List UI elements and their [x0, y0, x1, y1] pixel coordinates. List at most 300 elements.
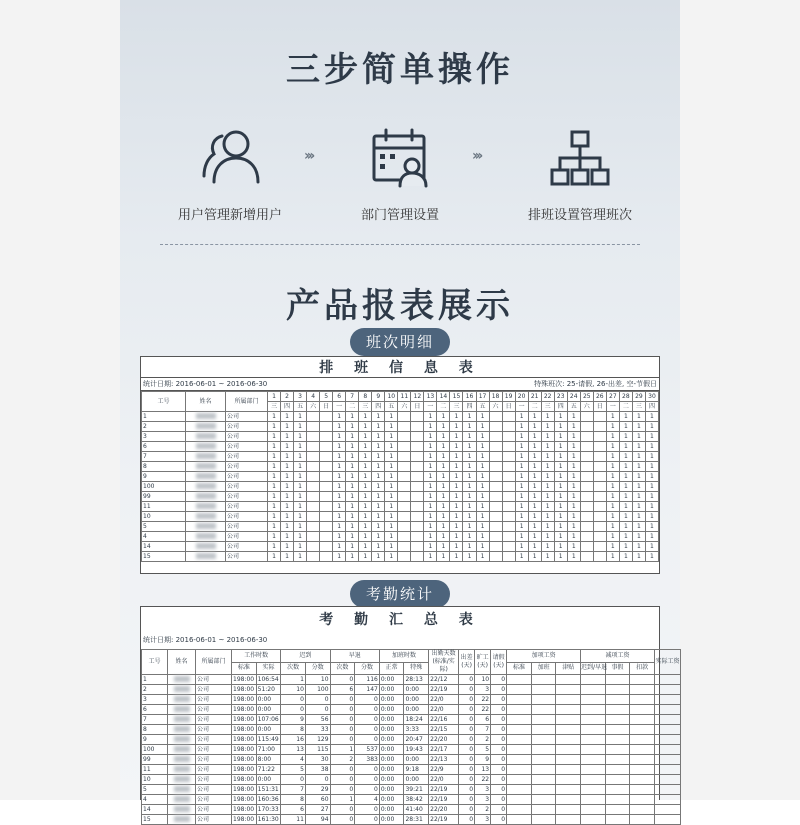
cell-shift: 1	[515, 532, 528, 542]
header-attend-days: 出勤天数(标准/实际)	[429, 650, 459, 675]
cell-shift: 1	[450, 412, 463, 422]
cell-shift: 1	[372, 482, 385, 492]
cell-shift: 1	[346, 522, 359, 532]
cell-out: 0	[459, 755, 475, 765]
blurred-name	[196, 503, 216, 509]
header-sub: 特殊	[404, 662, 429, 675]
cell-shift: 1	[333, 442, 346, 452]
cell-ot-special: 28:13	[404, 675, 429, 685]
cell-shift: 1	[424, 452, 437, 462]
cell-shift: 1	[450, 482, 463, 492]
header-weekday: 日	[502, 402, 515, 412]
blurred-name	[174, 756, 190, 762]
cell-shift: 1	[281, 552, 294, 562]
cell-leave: 0	[491, 745, 507, 755]
header-weekday: 一	[515, 402, 528, 412]
cell-shift: 1	[619, 432, 632, 442]
table-row	[142, 482, 659, 492]
cell-shift: 1	[268, 462, 281, 472]
cell-shift	[411, 452, 424, 462]
cell-early-minutes: 0	[355, 785, 380, 795]
cell-shift	[502, 472, 515, 482]
cell-wage	[581, 765, 606, 775]
cell-shift: 1	[281, 512, 294, 522]
cell-shift	[398, 532, 411, 542]
cell-shift: 1	[463, 412, 476, 422]
cell-shift: 1	[567, 432, 580, 442]
cell-dept: 公司	[226, 442, 268, 452]
cell-shift	[489, 452, 502, 462]
header-weekday: 五	[567, 402, 580, 412]
cell-actual: 0:00	[256, 775, 281, 785]
cell-shift: 1	[333, 452, 346, 462]
cell-dept: 公司	[196, 815, 232, 825]
cell-shift: 1	[268, 532, 281, 542]
calendar-user-icon	[368, 126, 432, 190]
cell-wage	[655, 735, 681, 745]
cell-shift: 1	[385, 442, 398, 452]
cell-shift: 1	[528, 422, 541, 432]
cell-shift	[398, 522, 411, 532]
header-day: 1	[268, 392, 281, 402]
cell-late-count: 5	[281, 765, 306, 775]
cell-shift	[411, 492, 424, 502]
cell-actual: 71:00	[256, 745, 281, 755]
cell-name	[168, 795, 196, 805]
schedule-legend: 特殊班次: 25-请假, 26-出差, 空-节假日	[534, 380, 657, 388]
cell-shift: 1	[450, 432, 463, 442]
cell-shift: 1	[268, 412, 281, 422]
cell-ot-special: 28:31	[404, 815, 429, 825]
cell-attend-days: 22/0	[429, 695, 459, 705]
cell-wage	[581, 685, 606, 695]
cell-dept: 公司	[226, 482, 268, 492]
cell-shift: 1	[463, 522, 476, 532]
cell-early-count: 0	[330, 775, 355, 785]
blurred-name	[174, 676, 190, 682]
cell-shift	[411, 472, 424, 482]
cell-dept: 公司	[196, 725, 232, 735]
cell-id: 14	[142, 542, 186, 552]
cell-shift: 1	[333, 552, 346, 562]
cell-absent: 3	[475, 795, 491, 805]
cell-shift: 1	[541, 442, 554, 452]
table-row	[142, 532, 659, 542]
cell-shift: 1	[619, 512, 632, 522]
cell-shift: 1	[528, 542, 541, 552]
table-row	[142, 705, 681, 715]
cell-early-count: 0	[330, 675, 355, 685]
cell-absent: 5	[475, 745, 491, 755]
cell-dept: 公司	[226, 502, 268, 512]
header-weekday: 五	[385, 402, 398, 412]
cell-shift: 1	[385, 462, 398, 472]
cell-wage	[581, 695, 606, 705]
cell-id: 8	[142, 725, 168, 735]
table-row	[142, 725, 681, 735]
cell-wage	[605, 775, 630, 785]
cell-wage	[605, 805, 630, 815]
cell-wage	[507, 705, 532, 715]
cell-late-count: 0	[281, 775, 306, 785]
cell-shift: 1	[372, 412, 385, 422]
header-weekday: 二	[437, 402, 450, 412]
cell-shift	[580, 482, 593, 492]
cell-shift	[502, 432, 515, 442]
cell-shift: 1	[346, 532, 359, 542]
header-weekday: 一	[333, 402, 346, 412]
cell-shift: 1	[541, 472, 554, 482]
header-day: 30	[645, 392, 658, 402]
cell-early-count: 1	[330, 745, 355, 755]
cell-ot-special: 18:24	[404, 715, 429, 725]
cell-wage	[531, 785, 556, 795]
cell-shift: 1	[567, 472, 580, 482]
cell-shift: 1	[346, 432, 359, 442]
cell-absent: 22	[475, 705, 491, 715]
cell-wage	[630, 675, 655, 685]
cell-wage	[556, 795, 581, 805]
cell-shift: 1	[619, 522, 632, 532]
cell-shift: 1	[359, 482, 372, 492]
cell-early-minutes: 116	[355, 675, 380, 685]
cell-actual: 106:54	[256, 675, 281, 685]
cell-ot-normal: 0:00	[379, 805, 404, 815]
cell-shift	[502, 512, 515, 522]
cell-shift: 1	[463, 532, 476, 542]
header-day: 9	[372, 392, 385, 402]
header-day: 7	[346, 392, 359, 402]
cell-shift: 1	[294, 462, 307, 472]
cell-id: 6	[142, 705, 168, 715]
header-weekday: 日	[411, 402, 424, 412]
cell-shift	[307, 552, 320, 562]
cell-shift: 1	[385, 482, 398, 492]
step-label: 排班设置管理班次	[527, 208, 632, 223]
cell-shift: 1	[346, 472, 359, 482]
cell-wage	[630, 735, 655, 745]
cell-wage	[630, 685, 655, 695]
cell-attend-days: 22/20	[429, 805, 459, 815]
cell-shift	[489, 422, 502, 432]
blurred-name	[174, 816, 190, 822]
cell-late-minutes: 129	[305, 735, 330, 745]
cell-std: 198:00	[232, 775, 257, 785]
cell-shift	[593, 522, 606, 532]
cell-shift: 1	[645, 462, 658, 472]
cell-early-count: 0	[330, 765, 355, 775]
cell-attend-days: 22/9	[429, 765, 459, 775]
header-name: 姓名	[168, 650, 196, 675]
header-weekday: 二	[346, 402, 359, 412]
cell-shift: 1	[515, 462, 528, 472]
cell-shift: 1	[294, 492, 307, 502]
cell-std: 198:00	[232, 805, 257, 815]
cell-shift: 1	[528, 532, 541, 542]
cell-id: 3	[142, 432, 186, 442]
cell-wage	[605, 685, 630, 695]
table-row	[142, 512, 659, 522]
blurred-name	[196, 433, 216, 439]
cell-wage	[605, 715, 630, 725]
cell-wage	[531, 715, 556, 725]
cell-shift	[320, 502, 333, 512]
cell-shift: 1	[554, 512, 567, 522]
cell-shift	[502, 532, 515, 542]
cell-wage	[581, 785, 606, 795]
cell-ot-normal: 0:00	[379, 705, 404, 715]
cell-shift	[502, 542, 515, 552]
header-day: 21	[528, 392, 541, 402]
cell-shift: 1	[359, 512, 372, 522]
cell-ot-normal: 0:00	[379, 795, 404, 805]
cell-shift: 1	[476, 412, 489, 422]
cell-name	[168, 815, 196, 825]
cell-dept: 公司	[226, 432, 268, 442]
cell-shift: 1	[385, 472, 398, 482]
cell-shift: 1	[632, 452, 645, 462]
cell-shift	[489, 412, 502, 422]
cell-dept: 公司	[196, 685, 232, 695]
table-row	[142, 685, 681, 695]
cell-shift	[398, 542, 411, 552]
cell-name	[186, 522, 226, 532]
header-day: 10	[385, 392, 398, 402]
cell-shift	[307, 512, 320, 522]
cell-early-minutes: 0	[355, 715, 380, 725]
cell-absent: 9	[475, 755, 491, 765]
blurred-name	[196, 413, 216, 419]
cell-wage	[605, 705, 630, 715]
cell-shift: 1	[437, 442, 450, 452]
cell-absent: 2	[475, 735, 491, 745]
blurred-name	[174, 696, 190, 702]
right-margin	[680, 0, 800, 800]
org-chart-icon	[548, 126, 612, 190]
cell-shift: 1	[281, 472, 294, 482]
cell-shift	[489, 482, 502, 492]
blurred-name	[196, 543, 216, 549]
cell-shift	[320, 512, 333, 522]
cell-wage	[605, 725, 630, 735]
header-weekday: 四	[372, 402, 385, 412]
cell-shift: 1	[645, 522, 658, 532]
cell-early-minutes: 0	[355, 705, 380, 715]
cell-wage	[581, 715, 606, 725]
header-weekday: 四	[645, 402, 658, 412]
cell-shift	[489, 462, 502, 472]
cell-shift: 1	[424, 512, 437, 522]
cell-wage	[531, 695, 556, 705]
cell-shift	[580, 512, 593, 522]
cell-ot-special: 38:42	[404, 795, 429, 805]
cell-attend-days: 22/13	[429, 755, 459, 765]
cell-shift: 1	[294, 412, 307, 422]
cell-shift: 1	[450, 552, 463, 562]
cell-shift: 1	[554, 432, 567, 442]
cell-leave: 0	[491, 685, 507, 695]
cell-shift	[307, 442, 320, 452]
cell-shift: 1	[606, 442, 619, 452]
cell-shift: 1	[281, 412, 294, 422]
cell-name	[186, 432, 226, 442]
cell-shift: 1	[450, 462, 463, 472]
cell-shift: 1	[515, 492, 528, 502]
header-sub: 标准	[232, 662, 257, 675]
cell-wage	[531, 775, 556, 785]
header-weekday: 三	[268, 402, 281, 412]
cell-shift	[580, 552, 593, 562]
cell-shift: 1	[372, 472, 385, 482]
users-icon	[198, 126, 262, 190]
cell-wage	[630, 765, 655, 775]
cell-shift: 1	[294, 482, 307, 492]
cell-shift	[307, 492, 320, 502]
cell-shift: 1	[567, 462, 580, 472]
cell-wage	[556, 815, 581, 825]
cell-wage	[531, 725, 556, 735]
cell-shift: 1	[528, 482, 541, 492]
cell-shift: 1	[437, 532, 450, 542]
cell-shift: 1	[515, 412, 528, 422]
cell-leave: 0	[491, 805, 507, 815]
cell-wage	[630, 725, 655, 735]
cell-shift: 1	[619, 462, 632, 472]
arrow-icon: ›››	[472, 148, 481, 164]
cell-late-minutes: 115	[305, 745, 330, 755]
cell-ot-normal: 0:00	[379, 745, 404, 755]
cell-dept: 公司	[226, 552, 268, 562]
cell-out: 0	[459, 785, 475, 795]
cell-wage	[581, 735, 606, 745]
cell-id: 5	[142, 785, 168, 795]
cell-shift: 1	[528, 552, 541, 562]
table-row	[142, 795, 681, 805]
cell-wage	[605, 785, 630, 795]
cell-out: 0	[459, 775, 475, 785]
cell-shift	[398, 452, 411, 462]
cell-leave: 0	[491, 735, 507, 745]
header-weekday: 一	[606, 402, 619, 412]
cell-ot-special: 41:40	[404, 805, 429, 815]
cell-attend-days: 22/19	[429, 795, 459, 805]
cell-wage	[630, 815, 655, 825]
cell-id: 11	[142, 502, 186, 512]
cell-name	[186, 482, 226, 492]
cell-shift: 1	[437, 422, 450, 432]
header-overtime: 加班时数	[379, 650, 428, 663]
cell-ot-normal: 0:00	[379, 755, 404, 765]
cell-shift	[398, 502, 411, 512]
cell-shift: 1	[632, 512, 645, 522]
cell-leave: 0	[491, 815, 507, 825]
cell-shift: 1	[632, 542, 645, 552]
cell-id: 4	[142, 795, 168, 805]
cell-shift: 1	[359, 542, 372, 552]
cell-shift: 1	[554, 442, 567, 452]
cell-shift	[580, 472, 593, 482]
cell-shift: 1	[333, 532, 346, 542]
cell-actual: 0:00	[256, 725, 281, 735]
blurred-name	[174, 796, 190, 802]
cell-wage	[531, 735, 556, 745]
cell-shift: 1	[541, 512, 554, 522]
cell-shift: 1	[424, 492, 437, 502]
cell-shift: 1	[385, 412, 398, 422]
cell-shift: 1	[476, 532, 489, 542]
cell-name	[186, 512, 226, 522]
cell-name	[186, 412, 226, 422]
cell-shift	[489, 442, 502, 452]
header-day: 25	[580, 392, 593, 402]
cell-shift: 1	[268, 542, 281, 552]
cell-shift: 1	[554, 552, 567, 562]
cell-wage	[655, 755, 681, 765]
cell-attend-days: 22/15	[429, 725, 459, 735]
cell-name	[186, 422, 226, 432]
cell-shift: 1	[268, 512, 281, 522]
cell-shift: 1	[385, 522, 398, 532]
table-row	[142, 735, 681, 745]
cell-shift: 1	[619, 472, 632, 482]
blurred-name	[174, 786, 190, 792]
cell-name	[186, 542, 226, 552]
cell-shift: 1	[333, 432, 346, 442]
cell-shift: 1	[281, 442, 294, 452]
cell-ot-special: 0:00	[404, 685, 429, 695]
cell-shift	[320, 452, 333, 462]
cell-shift	[580, 462, 593, 472]
table-row	[142, 765, 681, 775]
cell-shift	[411, 552, 424, 562]
cell-shift	[489, 492, 502, 502]
cell-actual: 115:49	[256, 735, 281, 745]
cell-shift: 1	[645, 512, 658, 522]
cell-shift: 1	[372, 522, 385, 532]
cell-shift: 1	[359, 472, 372, 482]
cell-shift: 1	[645, 442, 658, 452]
cell-early-minutes: 147	[355, 685, 380, 695]
cell-early-count: 0	[330, 725, 355, 735]
cell-dept: 公司	[196, 765, 232, 775]
cell-late-count: 7	[281, 785, 306, 795]
header-weekday: 四	[281, 402, 294, 412]
cell-out: 0	[459, 705, 475, 715]
step-label: 部门管理设置	[360, 208, 439, 223]
cell-dept: 公司	[226, 532, 268, 542]
cell-late-minutes: 56	[305, 715, 330, 725]
cell-wage	[507, 725, 532, 735]
cell-early-minutes: 0	[355, 775, 380, 785]
blurred-name	[174, 736, 190, 742]
header-weekday: 二	[619, 402, 632, 412]
cell-wage	[655, 685, 681, 695]
cell-shift: 1	[645, 482, 658, 492]
cell-wage	[556, 755, 581, 765]
cell-actual: 51:20	[256, 685, 281, 695]
header-day: 29	[632, 392, 645, 402]
cell-shift: 1	[476, 492, 489, 502]
cell-shift: 1	[528, 452, 541, 462]
step-label: 用户管理新增用户	[177, 208, 282, 223]
cell-shift	[307, 472, 320, 482]
cell-shift: 1	[515, 452, 528, 462]
cell-shift: 1	[333, 472, 346, 482]
cell-wage	[605, 815, 630, 825]
cell-shift: 1	[281, 452, 294, 462]
cell-shift: 1	[567, 482, 580, 492]
cell-shift: 1	[359, 522, 372, 532]
